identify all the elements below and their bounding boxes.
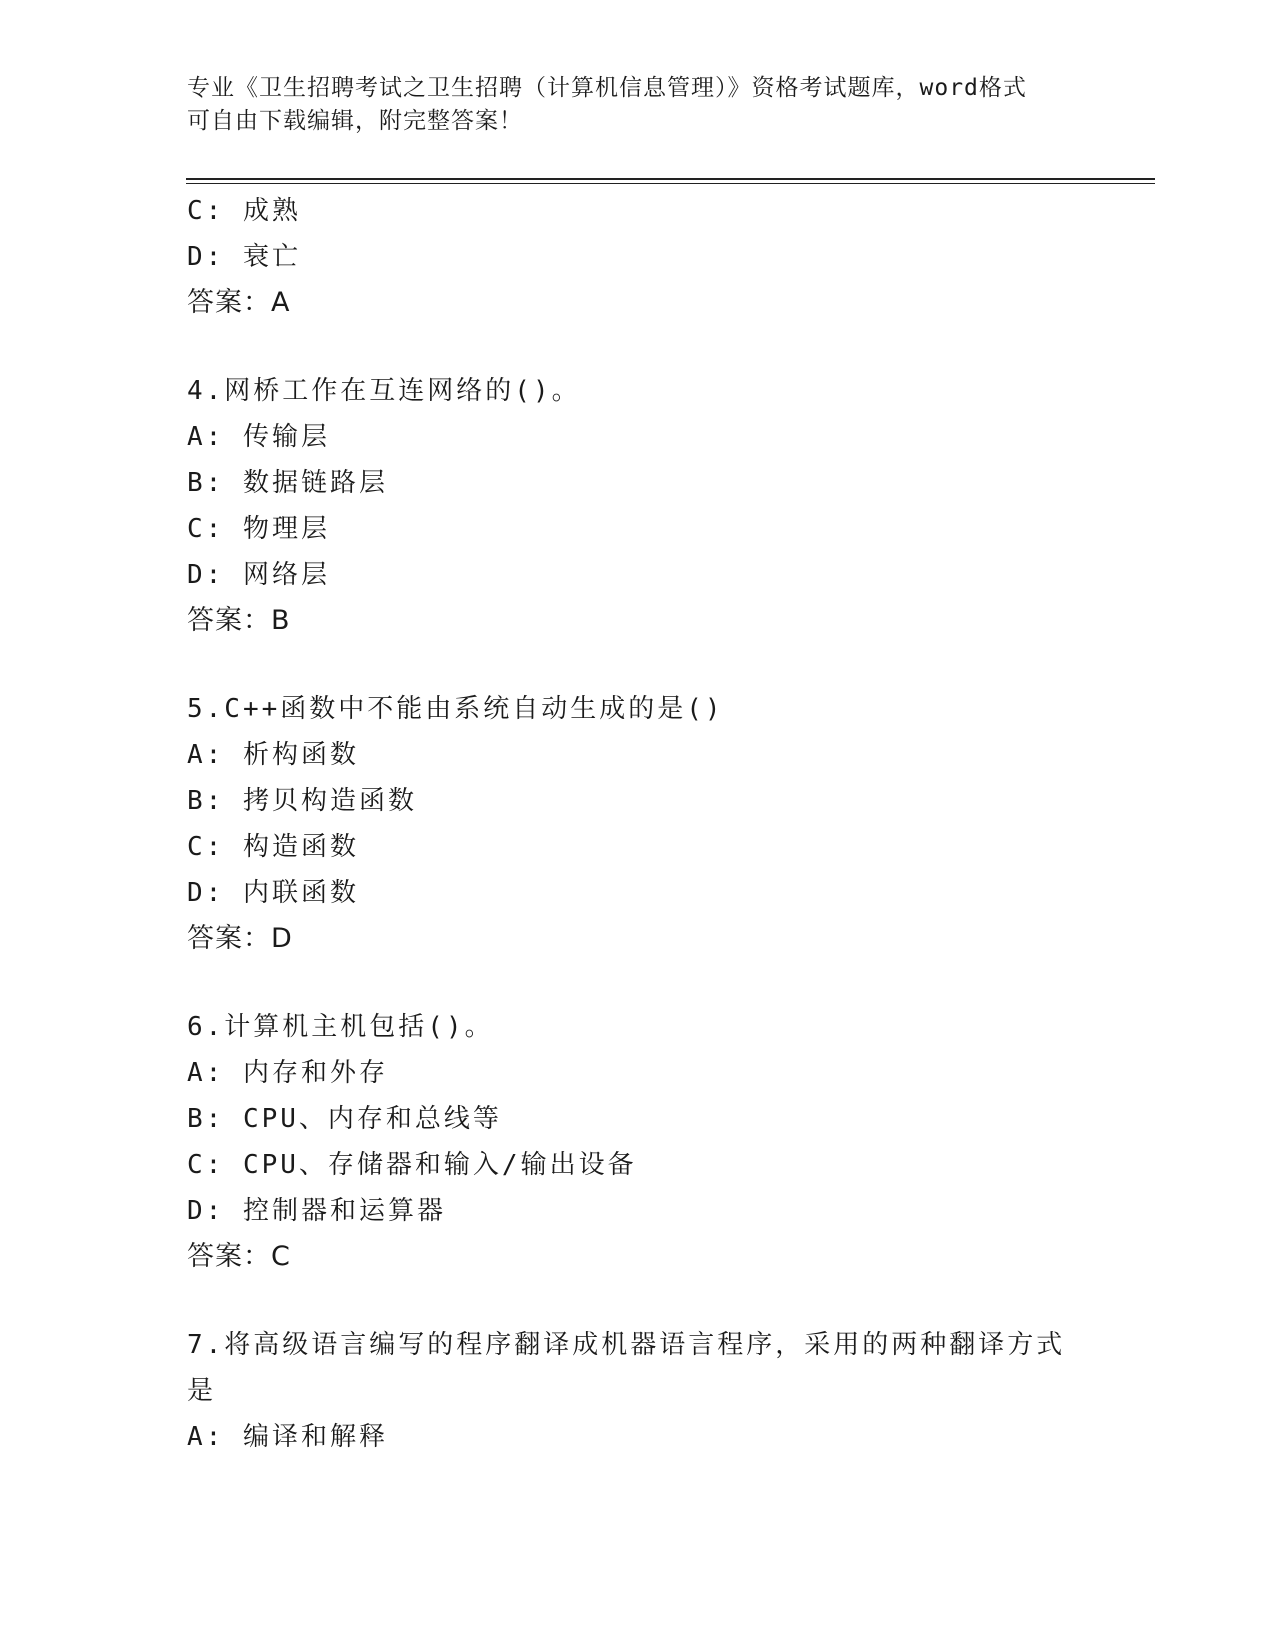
option-a: A: 传输层 xyxy=(187,422,330,452)
question-title: 5.C++函数中不能由系统自动生成的是() xyxy=(187,694,724,724)
question-title-line-1: 7.将高级语言编写的程序翻译成机器语言程序，采用的两种翻译方式 xyxy=(187,1330,1066,1360)
option-c: C: 构造函数 xyxy=(187,832,359,862)
option-d: D: 网络层 xyxy=(187,560,330,590)
question-title: 4.网桥工作在互连网络的()。 xyxy=(187,376,581,406)
header-divider-thin xyxy=(186,183,1155,184)
question-4 xyxy=(187,368,1147,644)
option-a: A: 内存和外存 xyxy=(187,1058,388,1088)
question-title-line-2: 是 xyxy=(187,1376,217,1406)
option-d: D: 内联函数 xyxy=(187,878,359,908)
answer-label: 答案：B xyxy=(187,605,291,636)
answer-label: 答案：C xyxy=(187,1241,291,1272)
answer-label: 答案：D xyxy=(187,923,293,954)
header-divider-thick xyxy=(186,178,1155,180)
option-b: B: 拷贝构造函数 xyxy=(187,786,417,816)
question-6 xyxy=(187,1004,1147,1280)
question-list xyxy=(187,188,1147,1460)
document-header xyxy=(187,72,1087,138)
header-line-2: 可自由下载编辑，附完整答案！ xyxy=(187,108,523,134)
header-line-1: 专业《卫生招聘考试之卫生招聘（计算机信息管理）》资格考试题库，word格式 xyxy=(187,75,1027,101)
question-fragment xyxy=(187,188,1147,326)
option-c: C: 物理层 xyxy=(187,514,330,544)
question-7 xyxy=(187,1322,1147,1460)
option-d: D: 衰亡 xyxy=(187,242,301,272)
option-a: A: 析构函数 xyxy=(187,740,359,770)
option-b: B: 数据链路层 xyxy=(187,468,388,498)
option-c: C: CPU、存储器和输入/输出设备 xyxy=(187,1150,637,1180)
option-b: B: CPU、内存和总线等 xyxy=(187,1104,502,1134)
option-c: C: 成熟 xyxy=(187,196,301,226)
question-5 xyxy=(187,686,1147,962)
answer-label: 答案：A xyxy=(187,287,291,318)
option-d: D: 控制器和运算器 xyxy=(187,1196,446,1226)
question-title: 6.计算机主机包括()。 xyxy=(187,1012,494,1042)
option-a: A: 编译和解释 xyxy=(187,1422,388,1452)
